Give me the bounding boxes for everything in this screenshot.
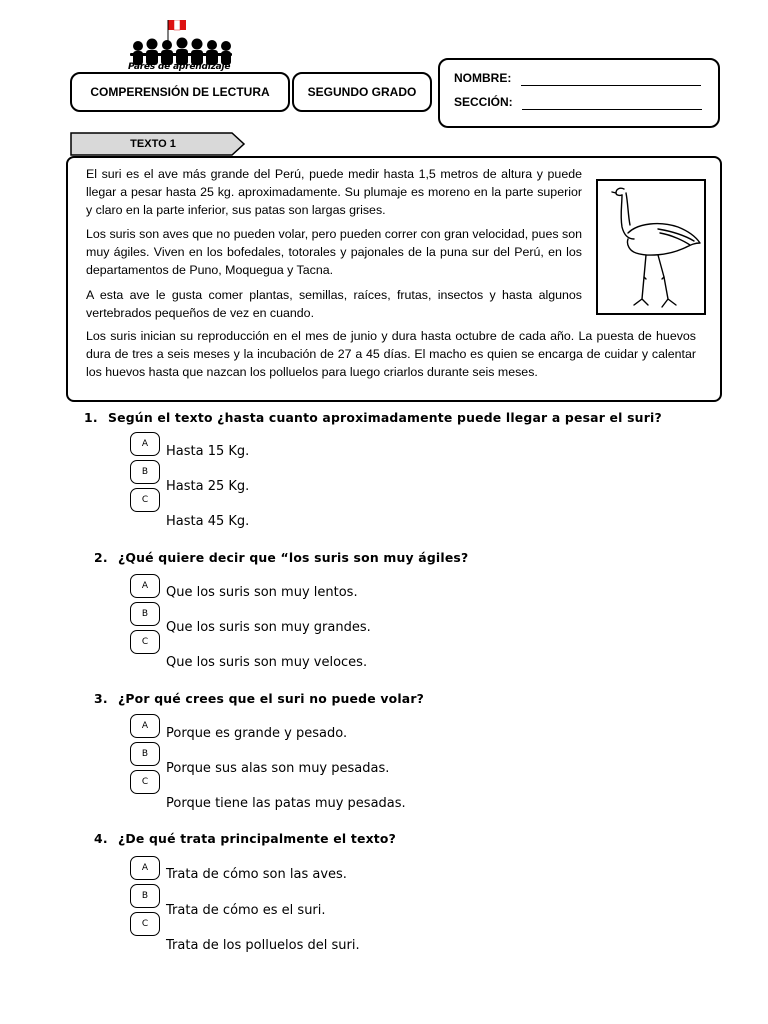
logo-text: Pares de aprendizaje — [128, 62, 231, 72]
option-c-box[interactable]: C — [130, 488, 160, 512]
option-c-text: Trata de los polluelos del suri. — [166, 938, 360, 953]
option-a-text: Trata de cómo son las aves. — [166, 867, 347, 882]
question-3 — [84, 691, 424, 706]
option-a-text: Hasta 15 Kg. — [166, 444, 250, 459]
passage-paragraph: El suri es el ave más grande del Perú, puede medir hasta 1,5 metros de altura y puede llegar a pesar hasta 25 kg. aproximadamente. Su plumaje es moreno en la parte superior y claro en la parte inferior, sus patas son largas grises. — [86, 167, 582, 217]
option-c-box[interactable]: C — [130, 770, 160, 794]
grade-label: SEGUNDO GRADO — [292, 72, 432, 112]
text-tab-label: TEXTO 1 — [130, 138, 176, 150]
question-2 — [84, 550, 468, 565]
option-a-box[interactable]: A — [130, 574, 160, 598]
worksheet-title: COMPERENSIÓN DE LECTURA — [70, 72, 290, 112]
section-field[interactable] — [522, 95, 702, 110]
question-number: 2. — [94, 550, 108, 565]
option-c-box[interactable]: C — [130, 630, 160, 654]
option-c-text: Hasta 45 Kg. — [166, 514, 250, 529]
option-a-box[interactable]: A — [130, 432, 160, 456]
section-label: SECCIÓN: — [454, 95, 513, 109]
option-c-text: Porque tiene las patas muy pesadas. — [166, 796, 406, 811]
option-a-text: Que los suris son muy lentos. — [166, 585, 358, 600]
option-b-text: Que los suris son muy grandes. — [166, 620, 371, 635]
passage-paragraph: Los suris son aves que no pueden volar, pero pueden correr con gran velocidad, pues son muy ágiles. Viven en los bofedales, totorales y pajonales de la puna sur del Perú, en los departamentos de Puno, Moquegua y Tacna. — [86, 227, 582, 277]
name-row — [454, 66, 718, 90]
name-label: NOMBRE: — [454, 71, 512, 85]
option-a-box[interactable]: A — [130, 714, 160, 738]
option-a-box[interactable]: A — [130, 856, 160, 880]
question-text: ¿Por qué crees que el suri no puede volar? — [118, 691, 425, 706]
question-text: Según el texto ¿hasta cuanto aproximadamente puede llegar a pesar el suri? — [108, 410, 662, 425]
option-b-text: Hasta 25 Kg. — [166, 479, 250, 494]
suri-bird-icon — [598, 181, 704, 313]
question-number: 1. — [84, 410, 98, 425]
option-b-text: Porque sus alas son muy pesadas. — [166, 761, 390, 776]
question-1 — [84, 410, 662, 425]
name-field[interactable] — [521, 71, 701, 86]
student-info-box — [438, 58, 720, 128]
option-b-box[interactable]: B — [130, 884, 160, 908]
option-c-text: Que los suris son muy veloces. — [166, 655, 368, 670]
option-b-box[interactable]: B — [130, 460, 160, 484]
question-number: 4. — [94, 831, 108, 846]
suri-illustration — [596, 179, 706, 315]
option-b-box[interactable]: B — [130, 742, 160, 766]
question-4 — [84, 831, 396, 846]
section-row — [454, 90, 718, 114]
option-a-text: Porque es grande y pesado. — [166, 726, 348, 741]
option-b-box[interactable]: B — [130, 602, 160, 626]
passage-paragraph: A esta ave le gusta comer plantas, semillas, raíces, frutas, insectos y hasta algunos vertebrados pequeños de vez en cuando. — [86, 288, 582, 320]
question-number: 3. — [94, 691, 108, 706]
passage-paragraph: Los suris inician su reproducción en el mes de junio y dura hasta octubre de cada año. La puesta de huevos dura de tres a seis meses y la incubación de 27 a 45 días. El macho es quien se encarga de cuidar y calentar los huevos hasta que nazcan los polluelos para luego criarlos durante seis meses. — [86, 329, 696, 379]
question-text: ¿De qué trata principalmente el texto? — [118, 831, 396, 846]
option-b-text: Trata de cómo es el suri. — [166, 903, 326, 918]
question-text: ¿Qué quiere decir que “los suris son muy ágiles? — [118, 550, 469, 565]
option-c-box[interactable]: C — [130, 912, 160, 936]
